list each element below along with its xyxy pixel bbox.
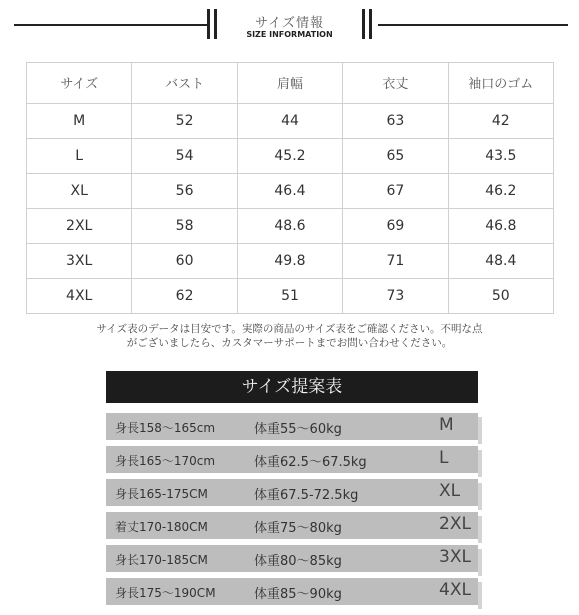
header-shoulder: 肩幅 (237, 63, 342, 104)
size-note (0, 322, 579, 350)
suggested-size: 4XL (439, 580, 471, 600)
suggestion-row (106, 545, 478, 572)
table-cell: 58 (132, 208, 237, 243)
table-cell: 46.2 (448, 173, 553, 208)
table-cell: 46.4 (237, 173, 342, 208)
table-cell: 50 (448, 278, 553, 313)
suggestion-row (106, 413, 478, 440)
table-cell: 2XL (27, 208, 132, 243)
page-subtitle: SIZE INFORMATION (246, 30, 333, 39)
table-cell: 62 (132, 278, 237, 313)
table-cell: 73 (343, 278, 448, 313)
table-row (27, 243, 554, 278)
table-cell: 69 (343, 208, 448, 243)
table-cell: 49.8 (237, 243, 342, 278)
row-shadow (478, 582, 482, 609)
table-cell: 67 (343, 173, 448, 208)
table-cell: 46.8 (448, 208, 553, 243)
table-cell: 42 (448, 103, 553, 138)
table-cell: 48.6 (237, 208, 342, 243)
size-note-line-1: サイズ表のデータは目安です。実際の商品のサイズ表をご確認ください。不明な点 (96, 323, 483, 335)
weight-range: 体重55～60kg (254, 422, 342, 437)
table-cell: 45.2 (237, 138, 342, 173)
header-length: 衣丈 (343, 63, 448, 104)
row-shadow (478, 417, 482, 444)
table-cell: XL (27, 173, 132, 208)
table-cell: M (27, 103, 132, 138)
table-row (27, 173, 554, 208)
suggested-size: 3XL (439, 547, 471, 567)
table-header-row (27, 63, 554, 104)
suggestion-title: サイズ提案表 (106, 371, 478, 403)
header-size: サイズ (27, 63, 132, 104)
size-note-line-2: がございましたら、カスタマーサポートまでお問い合わせください。 (126, 337, 453, 349)
table-cell: 54 (132, 138, 237, 173)
header-cuff: 袖口のゴム (448, 63, 553, 104)
size-table (26, 62, 554, 314)
table-cell: 43.5 (448, 138, 553, 173)
weight-range: 体重85～90kg (254, 587, 342, 602)
height-range: 身长170-185CM (115, 553, 208, 567)
suggested-size: XL (439, 481, 461, 501)
table-cell: 71 (343, 243, 448, 278)
suggestion-row (106, 578, 478, 605)
table-cell: 63 (343, 103, 448, 138)
table-cell: 44 (237, 103, 342, 138)
table-cell: 65 (343, 138, 448, 173)
table-cell: 4XL (27, 278, 132, 313)
table-cell: 56 (132, 173, 237, 208)
suggestion-row (106, 512, 478, 539)
table-row (27, 138, 554, 173)
table-cell: 51 (237, 278, 342, 313)
table-row (27, 103, 554, 138)
suggested-size: L (439, 448, 449, 468)
suggestion-row (106, 446, 478, 473)
row-shadow (478, 549, 482, 576)
suggested-size: 2XL (439, 514, 471, 534)
height-range: 身長165-175CM (115, 487, 208, 501)
row-shadow (478, 516, 482, 543)
suggestion-row (106, 479, 478, 506)
table-cell: 3XL (27, 243, 132, 278)
height-range: 着丈170-180CM (115, 520, 208, 534)
header-bust: バスト (132, 63, 237, 104)
height-range: 身長165～170cm (115, 454, 216, 468)
weight-range: 体重67.5-72.5kg (254, 488, 359, 503)
row-shadow (478, 483, 482, 510)
table-cell: L (27, 138, 132, 173)
table-cell: 48.4 (448, 243, 553, 278)
page-title: サイズ情報 (255, 16, 324, 31)
height-range: 身長158～165cm (115, 421, 216, 435)
weight-range: 体重62.5～67.5kg (254, 455, 367, 470)
table-cell: 60 (132, 243, 237, 278)
table-row (27, 278, 554, 313)
suggested-size: M (439, 415, 454, 435)
height-range: 身長175～190CM (115, 586, 216, 600)
table-row (27, 208, 554, 243)
weight-range: 体重80～85kg (254, 554, 342, 569)
row-shadow (478, 450, 482, 477)
weight-range: 体重75～80kg (254, 521, 342, 536)
table-cell: 52 (132, 103, 237, 138)
